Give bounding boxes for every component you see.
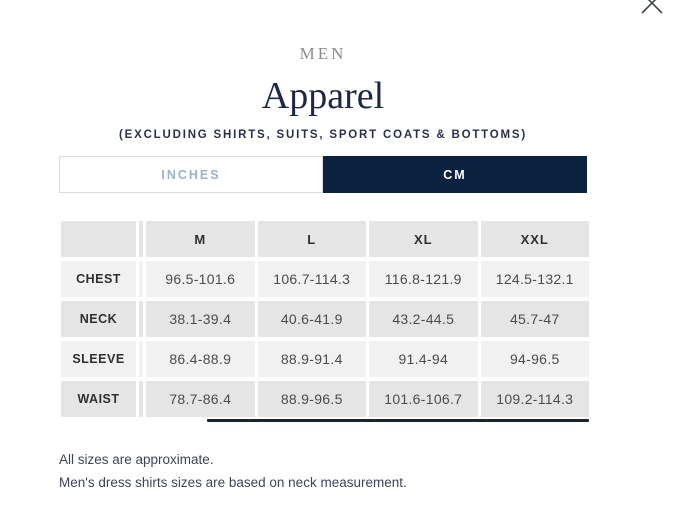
cell-chest-m: 96.5-101.6 — [146, 261, 255, 297]
tab-cm[interactable]: CM — [323, 156, 587, 193]
hidden-column-sliver — [139, 381, 143, 417]
cell-chest-xxl: 124.5-132.1 — [481, 261, 590, 297]
hidden-column-sliver — [139, 341, 143, 377]
cell-neck-l: 40.6-41.9 — [258, 301, 367, 337]
cell-neck-xxl: 45.7-47 — [481, 301, 590, 337]
cell-sleeve-l: 88.9-91.4 — [258, 341, 367, 377]
close-icon[interactable] — [640, 0, 664, 15]
note-approximate: All sizes are approximate. — [59, 452, 214, 467]
hidden-column-sliver — [139, 261, 143, 297]
size-chart-modal — [59, 0, 587, 494]
cell-neck-m: 38.1-39.4 — [146, 301, 255, 337]
cell-sleeve-m: 86.4-88.9 — [146, 341, 255, 377]
cell-waist-xl: 101.6-106.7 — [369, 381, 478, 417]
hidden-column-sliver — [139, 301, 143, 337]
row-label-waist: WAIST — [61, 381, 136, 417]
tab-inches[interactable]: INCHES — [59, 156, 323, 193]
corner-cell — [61, 221, 136, 257]
subtitle: (EXCLUDING SHIRTS, SUITS, SPORT COATS & BOTTOMS) — [119, 129, 527, 141]
cell-sleeve-xl: 91.4-94 — [369, 341, 478, 377]
row-label-neck: NECK — [61, 301, 136, 337]
footnotes — [59, 448, 587, 494]
header-cell-m: M — [146, 221, 255, 257]
cell-chest-l: 106.7-114.3 — [258, 261, 367, 297]
cell-waist-m: 78.7-86.4 — [146, 381, 255, 417]
close-x-glyph — [640, 0, 664, 15]
cell-waist-xxl: 109.2-114.3 — [481, 381, 590, 417]
header-cell-xxl: XXL — [481, 221, 590, 257]
header-cell-xl: XL — [369, 221, 478, 257]
hidden-column-sliver — [139, 221, 143, 257]
horizontal-scrollbar[interactable] — [207, 419, 589, 422]
note-dress-shirts: Men's dress shirts sizes are based on neck measurement. — [59, 475, 407, 490]
row-label-sleeve: SLEEVE — [61, 341, 136, 377]
cell-waist-l: 88.9-96.5 — [258, 381, 367, 417]
row-label-chest: CHEST — [61, 261, 136, 297]
cell-sleeve-xxl: 94-96.5 — [481, 341, 590, 377]
size-table — [61, 221, 589, 417]
cell-neck-xl: 43.2-44.5 — [369, 301, 478, 337]
page-title: Apparel — [261, 75, 385, 117]
header-cell-l: L — [258, 221, 367, 257]
unit-toggle — [59, 156, 587, 193]
cell-chest-xl: 116.8-121.9 — [369, 261, 478, 297]
category-label: MEN — [299, 44, 347, 63]
